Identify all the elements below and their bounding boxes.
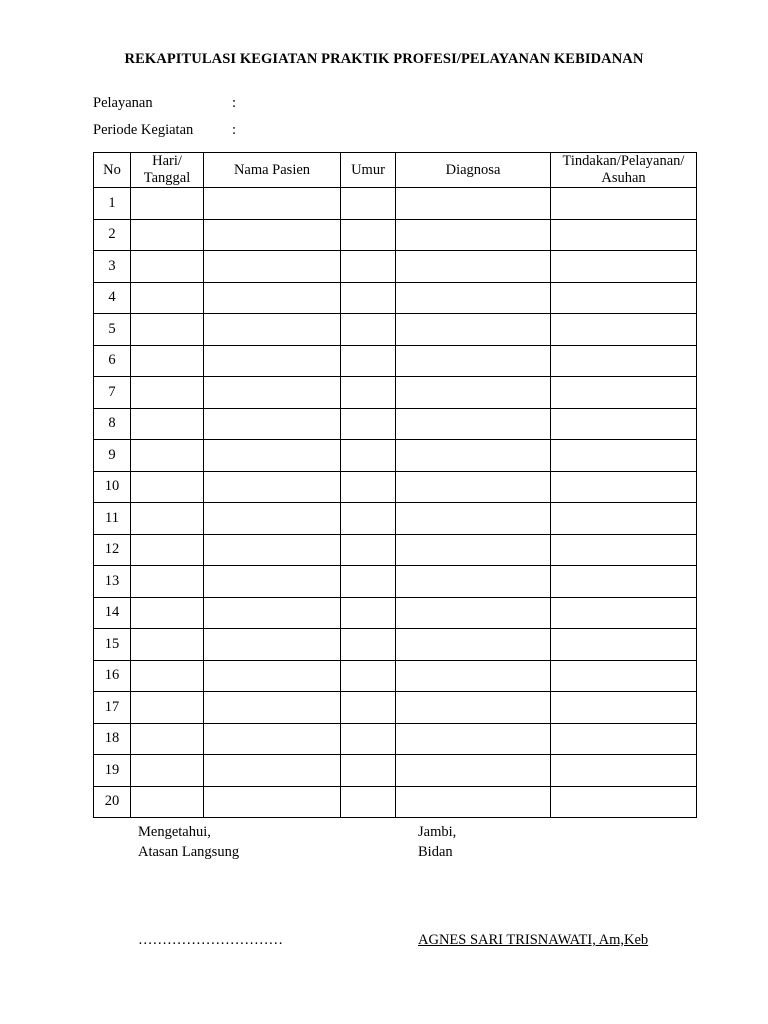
cell-age (341, 219, 396, 251)
cell-diagnosis (396, 282, 551, 314)
row-number: 12 (94, 534, 131, 566)
cell-age (341, 188, 396, 220)
cell-diagnosis (396, 471, 551, 503)
table-row (94, 660, 697, 692)
cell-action (551, 692, 697, 724)
cell-action (551, 440, 697, 472)
cell-date (131, 692, 204, 724)
header-action (551, 153, 697, 188)
cell-patient-name (204, 629, 341, 661)
field-separator: : (232, 122, 237, 138)
cell-diagnosis (396, 251, 551, 283)
midwife-line2: Bidan (418, 844, 453, 860)
cell-age (341, 534, 396, 566)
row-number: 11 (94, 503, 131, 535)
cell-action (551, 314, 697, 346)
cell-age (341, 345, 396, 377)
cell-diagnosis (396, 534, 551, 566)
cell-patient-name (204, 408, 341, 440)
cell-age (341, 660, 396, 692)
approval-line1: Mengetahui, (138, 824, 211, 840)
cell-diagnosis (396, 440, 551, 472)
cell-date (131, 251, 204, 283)
cell-action (551, 597, 697, 629)
table-row (94, 692, 697, 724)
row-number: 13 (94, 566, 131, 598)
cell-action (551, 629, 697, 661)
midwife-line1: Jambi, (418, 824, 457, 840)
cell-patient-name (204, 660, 341, 692)
cell-action (551, 723, 697, 755)
cell-diagnosis (396, 566, 551, 598)
field-label: Periode Kegiatan (93, 122, 194, 138)
cell-patient-name (204, 377, 341, 409)
field-separator: : (232, 95, 237, 111)
table-row (94, 471, 697, 503)
cell-diagnosis (396, 377, 551, 409)
activity-table (93, 152, 697, 818)
table-row (94, 440, 697, 472)
cell-date (131, 314, 204, 346)
header-no: No (94, 153, 131, 188)
cell-date (131, 629, 204, 661)
cell-age (341, 597, 396, 629)
row-number: 15 (94, 629, 131, 661)
cell-age (341, 755, 396, 787)
cell-action (551, 503, 697, 535)
cell-patient-name (204, 566, 341, 598)
row-number: 10 (94, 471, 131, 503)
cell-diagnosis (396, 786, 551, 818)
table-row (94, 377, 697, 409)
cell-age (341, 282, 396, 314)
cell-patient-name (204, 503, 341, 535)
cell-diagnosis (396, 188, 551, 220)
cell-patient-name (204, 597, 341, 629)
header-age: Umur (341, 153, 396, 188)
cell-date (131, 471, 204, 503)
cell-age (341, 723, 396, 755)
cell-age (341, 503, 396, 535)
document-title: REKAPITULASI KEGIATAN PRAKTIK PROFESI/PELAYANAN KEBIDANAN (124, 51, 644, 67)
table-row (94, 188, 697, 220)
row-number: 9 (94, 440, 131, 472)
cell-action (551, 188, 697, 220)
approval-block (138, 822, 239, 862)
cell-date (131, 660, 204, 692)
cell-action (551, 566, 697, 598)
table-row (94, 534, 697, 566)
cell-age (341, 440, 396, 472)
cell-date (131, 597, 204, 629)
table-row (94, 251, 697, 283)
cell-date (131, 755, 204, 787)
cell-age (341, 692, 396, 724)
cell-action (551, 251, 697, 283)
cell-action (551, 660, 697, 692)
row-number: 8 (94, 408, 131, 440)
table-row (94, 786, 697, 818)
cell-action (551, 377, 697, 409)
table-row (94, 408, 697, 440)
cell-date (131, 345, 204, 377)
midwife-block (418, 822, 456, 862)
row-number: 5 (94, 314, 131, 346)
cell-date (131, 282, 204, 314)
cell-diagnosis (396, 755, 551, 787)
cell-age (341, 629, 396, 661)
cell-patient-name (204, 755, 341, 787)
row-number: 18 (94, 723, 131, 755)
header-action-line1: Tindakan/Pelayanan/ (562, 153, 685, 169)
table-row (94, 755, 697, 787)
field-periode-kegiatan (93, 122, 236, 139)
row-number: 17 (94, 692, 131, 724)
row-number: 20 (94, 786, 131, 818)
cell-action (551, 408, 697, 440)
cell-date (131, 566, 204, 598)
table-row (94, 282, 697, 314)
row-number: 7 (94, 377, 131, 409)
cell-diagnosis (396, 219, 551, 251)
midwife-name: AGNES SARI TRISNAWATI, Am,Keb (418, 932, 649, 948)
header-action-line2: Asuhan (601, 170, 646, 186)
cell-date (131, 440, 204, 472)
header-diagnosis: Diagnosa (396, 153, 551, 188)
cell-date (131, 723, 204, 755)
cell-diagnosis (396, 723, 551, 755)
field-pelayanan (93, 95, 236, 112)
cell-patient-name (204, 219, 341, 251)
table-row (94, 503, 697, 535)
cell-date (131, 786, 204, 818)
cell-date (131, 188, 204, 220)
cell-action (551, 345, 697, 377)
cell-action (551, 471, 697, 503)
cell-patient-name (204, 471, 341, 503)
row-number: 2 (94, 219, 131, 251)
cell-date (131, 534, 204, 566)
cell-age (341, 251, 396, 283)
cell-diagnosis (396, 660, 551, 692)
supervisor-signature-line: ………………………… (138, 932, 283, 948)
row-number: 16 (94, 660, 131, 692)
cell-patient-name (204, 692, 341, 724)
cell-patient-name (204, 345, 341, 377)
cell-age (341, 408, 396, 440)
cell-action (551, 282, 697, 314)
table-row (94, 314, 697, 346)
cell-date (131, 219, 204, 251)
cell-diagnosis (396, 629, 551, 661)
field-label: Pelayanan (93, 95, 153, 111)
cell-date (131, 377, 204, 409)
table-row (94, 219, 697, 251)
cell-age (341, 377, 396, 409)
cell-action (551, 755, 697, 787)
cell-date (131, 408, 204, 440)
row-number: 3 (94, 251, 131, 283)
cell-patient-name (204, 282, 341, 314)
cell-diagnosis (396, 597, 551, 629)
cell-patient-name (204, 188, 341, 220)
approval-line2: Atasan Langsung (138, 844, 240, 860)
cell-action (551, 534, 697, 566)
cell-diagnosis (396, 503, 551, 535)
row-number: 14 (94, 597, 131, 629)
table-row (94, 566, 697, 598)
cell-date (131, 503, 204, 535)
cell-patient-name (204, 251, 341, 283)
table-row (94, 629, 697, 661)
table-row (94, 597, 697, 629)
cell-patient-name (204, 440, 341, 472)
header-date-line1: Hari/ (152, 153, 182, 169)
table-row (94, 345, 697, 377)
header-date (131, 153, 204, 188)
cell-patient-name (204, 534, 341, 566)
header-date-line2: Tanggal (143, 170, 191, 186)
table-header-row (94, 153, 697, 188)
cell-age (341, 786, 396, 818)
cell-patient-name (204, 786, 341, 818)
cell-diagnosis (396, 314, 551, 346)
row-number: 1 (94, 188, 131, 220)
cell-patient-name (204, 314, 341, 346)
cell-patient-name (204, 723, 341, 755)
cell-action (551, 219, 697, 251)
row-number: 4 (94, 282, 131, 314)
cell-age (341, 566, 396, 598)
table-row (94, 723, 697, 755)
cell-action (551, 786, 697, 818)
header-patient-name: Nama Pasien (204, 153, 341, 188)
cell-age (341, 314, 396, 346)
row-number: 19 (94, 755, 131, 787)
cell-diagnosis (396, 345, 551, 377)
cell-diagnosis (396, 692, 551, 724)
row-number: 6 (94, 345, 131, 377)
cell-diagnosis (396, 408, 551, 440)
cell-age (341, 471, 396, 503)
